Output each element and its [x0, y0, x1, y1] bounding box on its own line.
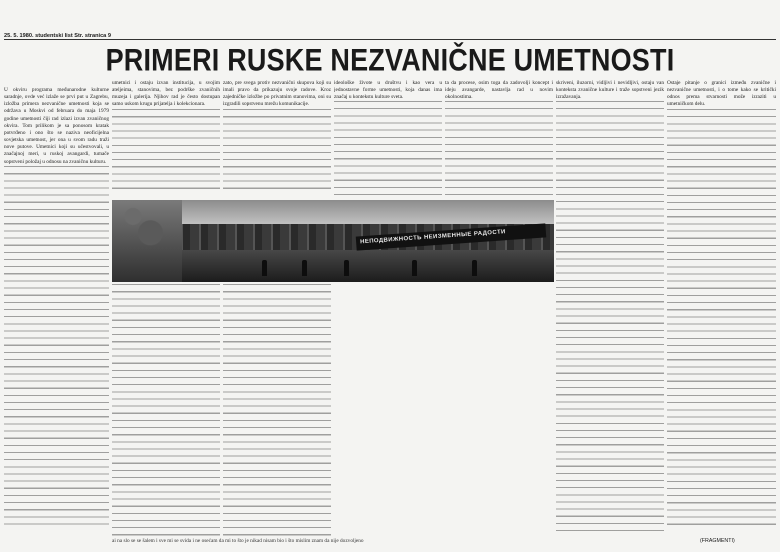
article-column-2-lower: [112, 284, 220, 536]
text-filler: [667, 109, 776, 529]
column-text: zato, pre svega protiv nezvanični skupova koji su imali pravo da prikazuju svoje radove. Kroz zajedničke izložbe po privatnim stanovima, oni su izgradili sopstvenu mrežu komunikacije.: [223, 80, 331, 108]
text-filler: [112, 284, 220, 536]
photo-caption: ai na slo se se šalem i sve mi se svida i ne osećam da mi to što je nikad nisam bio i što mislim znam da nije dozvoljeno: [112, 538, 364, 544]
column-text: Ostaje pitanje o granici između zvanične i nezvanične umetnosti, i o tome kako se kritički odnos prema stvarnosti može izraziti u umetničkom delu.: [667, 80, 776, 108]
photo-figure: [412, 260, 417, 276]
article-column-6: [556, 80, 664, 536]
text-filler: [223, 284, 331, 536]
photo-figure: [344, 260, 349, 276]
photo-figure: [262, 260, 267, 276]
text-filler: [223, 109, 331, 189]
article-photo: [112, 200, 554, 282]
page-headline: PRIMERI RUSKE NEZVANIČNE UMETNOSTI: [105, 42, 675, 78]
photo-tree: [112, 200, 182, 282]
text-filler: [445, 101, 553, 198]
text-filler: [556, 101, 664, 531]
photo-figure: [302, 260, 307, 276]
article-column-7: [667, 80, 776, 536]
column-text: skriveni, iluzorni, vidljivi i nevidljivi, ostaju van konteksta zvanične kulture i traže sopstveni jezik izražavanja.: [556, 80, 664, 101]
column-text: umetnici i ostaju izvan institucija, u svojim ateljeima, stanovima, bez podrške zvaničnih muzeja i galerija. Njihov rad je često dostupan samo uskom krugu prijatelja i kolekcionara.: [112, 80, 220, 108]
photo-figure: [472, 260, 477, 276]
column-text: U okviru programa međunarodne kulturne saradnje, ovde već izlaže se prvi put u Zagrebu, izložba primera nezvanične umetnosti koja se održava u Moskvi od februara do maja 1979 godine umetnosti čiji rad izlazi izvan zvaničnog okvira. Tom prilikom je sa ponosom kratak potvrđeno i ono što se naziva neoficijelna sovjetska umetnost, jer ona u svom radu traži nove putove. Umetnici koji su učestvovali, u značajnoj meri, u ruskoj avangardi, tumače sopstveni položaj u odnosu na zvaničnu kulturu.: [4, 87, 109, 165]
credit-line: (FRAGMENTI): [700, 538, 735, 544]
column-text: ideološke živote u društvu i kao vera u jednostavne forme umetnosti, koja danas ima značaj u kontekstu kulture sveta.: [334, 80, 442, 101]
article-column-4: [334, 80, 442, 198]
column-text: ta da procese, osim toga da zadovolji koncept i ideju avangarde, nastavlja rad u novim okolnostima.: [445, 80, 553, 101]
text-filler: [4, 166, 109, 526]
text-filler: [334, 101, 442, 198]
header-rule: [4, 39, 776, 40]
article-column-5: [445, 80, 553, 198]
article-column-1: [4, 87, 109, 535]
article-column-2: [112, 80, 220, 198]
issue-line: 25. 5. 1980. studentski list Str. stranica 9: [4, 33, 111, 39]
article-column-3-lower: [223, 284, 331, 536]
banner-text: НЕПОДВИЖНОСТЬ НЕИЗМЕННЫЕ РАДОСТИ: [359, 229, 506, 246]
text-filler: [112, 109, 220, 189]
